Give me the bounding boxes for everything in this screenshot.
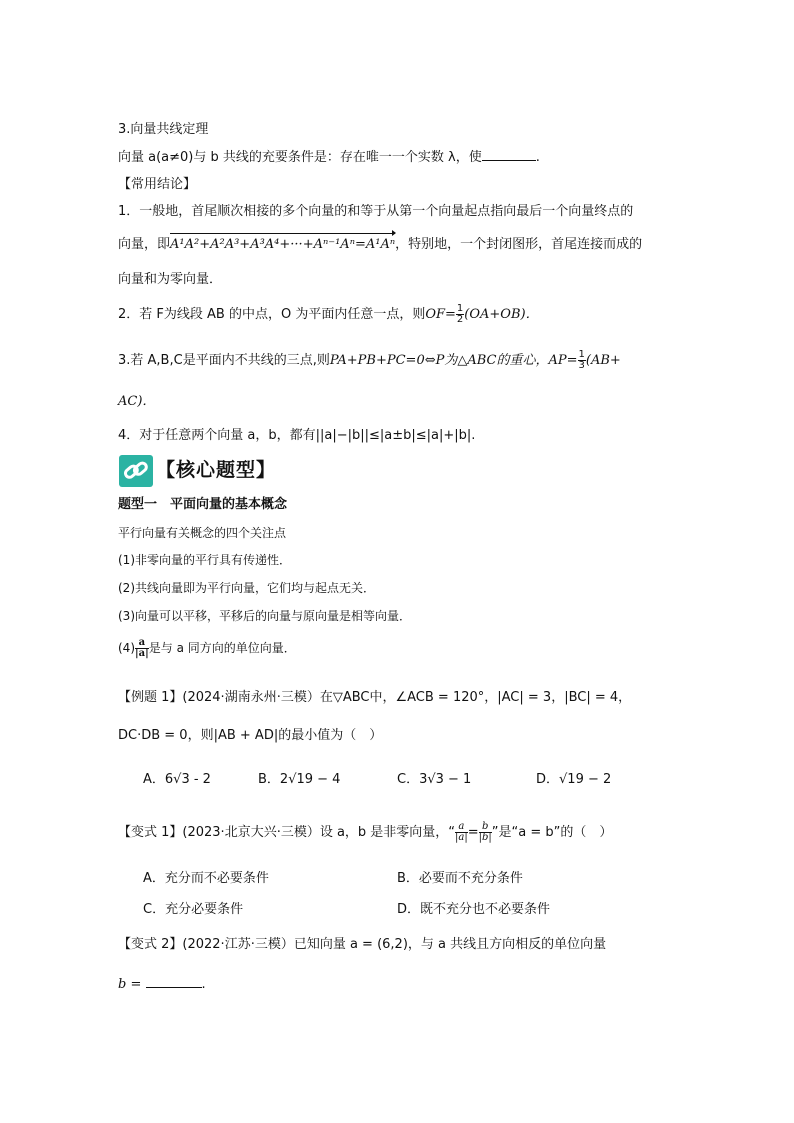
conclusion-3-line-2 [118, 393, 155, 411]
unit-vector-fraction [135, 638, 149, 659]
conclusion-3-formula-a: AP= [548, 353, 578, 368]
fraction-one-third [578, 350, 586, 371]
example-1-option-b[interactable]: B．2√19 − 4 [258, 772, 341, 787]
variant-2-line-2 [118, 975, 206, 994]
conclusion-3-line-1 [118, 350, 621, 371]
conclusion-4: 4．对于任意两个向量 a，b，都有||a|−|b||≤|a±b|≤|a|+|b|. [118, 428, 476, 443]
variant-1-stem [118, 822, 612, 843]
variant-1-option-b[interactable]: B．必要而不充分条件 [397, 871, 523, 886]
variant-2-answer-blank[interactable] [146, 975, 202, 988]
note-2: (2)共线向量即为平行向量，它们均与起点无关． [118, 581, 375, 595]
frac-den: 3 [578, 360, 585, 371]
variant-1-fraction-a [455, 822, 468, 843]
frac-den: |a| [455, 832, 468, 843]
conclusion-1-text-a: 向量，即 [118, 237, 171, 252]
conclusion-1-line-3: 向量和为零向量． [118, 272, 223, 287]
frac-num: a [455, 822, 468, 833]
variant-1-equals: = [467, 825, 479, 840]
note-1: (1)非零向量的平行具有传递性． [118, 553, 291, 567]
variant-1-text-b: ”是“a = b”的（ ） [491, 825, 613, 840]
common-conclusions-title: 【常用结论】 [118, 177, 197, 192]
example-1-line-2: DC·DB = 0，则|AB + AD|的最小值为（ ） [118, 728, 383, 743]
variant-2-answer-label: b = [118, 977, 142, 992]
section3-statement [118, 148, 540, 167]
parallel-vector-notes-title: 平行向量有关概念的四个关注点 [118, 526, 287, 540]
note-4-text: 是与 a 同方向的单位向量． [148, 641, 296, 655]
frac-num: a [135, 638, 149, 649]
frac-den: |a| [135, 648, 149, 659]
variant-2-end: . [201, 977, 206, 992]
frac-den: |b| [478, 832, 492, 843]
conclusion-1-line-1: 1．一般地，首尾顺次相接的多个向量的和等于从第一个向量起点指向最后一个向量终点的 [118, 204, 634, 219]
link-icon [119, 455, 153, 487]
variant-1-text-a: 【变式 1】(2023·北京大兴·三模）设 a，b 是非零向量，“ [118, 825, 456, 840]
vector-sum-formula: A¹A²+A²A³+A³A⁴+···+Aⁿ⁻¹Aⁿ=A¹Aⁿ [170, 237, 396, 252]
variant-2-line-1: 【变式 2】(2022·江苏·三模）已知向量 a = (6,2)，与 a 共线且方向相反的单位向量 [118, 937, 607, 952]
example-1-option-a[interactable]: A．6√3 - 2 [143, 772, 211, 787]
frac-num: 1 [578, 349, 585, 360]
variant-1-fraction-b [479, 822, 492, 843]
core-question-types-heading: 【核心题型】 [156, 459, 277, 481]
example-1-option-d[interactable]: D．√19 − 2 [536, 772, 612, 787]
conclusion-2-formula-b: (OA+OB)． [464, 307, 539, 322]
note-4-prefix: (4) [118, 641, 135, 655]
variant-1-option-d[interactable]: D．既不充分也不必要条件 [397, 902, 551, 917]
example-1-line-1: 【例题 1】(2024·湖南永州·三模）在▽ABC中，∠ACB = 120°，|AC| = 3，|BC| = 4， [118, 690, 632, 705]
note-4 [118, 638, 296, 659]
note-3: (3)向量可以平移，平移后的向量与原向量是相等向量． [118, 609, 412, 623]
frac-num: b [479, 822, 492, 833]
conclusion-3-formula-c: AC)． [118, 394, 156, 409]
example-1-option-c[interactable]: C．3√3 − 1 [397, 772, 472, 787]
conclusion-2 [118, 304, 539, 325]
variant-1-option-a[interactable]: A．充分而不必要条件 [143, 871, 269, 886]
conclusion-3-text: 3.若 A,B,C是平面内不共线的三点,则 [118, 353, 330, 368]
frac-den: 2 [456, 314, 464, 325]
question-type-1-title: 题型一 平面向量的基本概念 [118, 497, 288, 512]
conclusion-2-formula-a: OF= [425, 307, 456, 322]
section3-title: 3.向量共线定理 [118, 122, 209, 137]
conclusion-3-formula-b: (AB+ [585, 353, 621, 368]
centroid-condition: PA+PB+PC=0⇔P为△ABC的重心， [329, 353, 549, 368]
variant-1-option-c[interactable]: C．充分必要条件 [143, 902, 244, 917]
conclusion-2-text: 2．若 F为线段 AB 的中点，O 为平面内任意一点，则 [118, 307, 426, 322]
answer-blank[interactable] [482, 148, 536, 161]
section3-end: . [535, 150, 540, 165]
section3-text: 向量 a(a≠0)与 b 共线的充要条件是：存在唯一一个实数 λ，使 [118, 150, 482, 165]
conclusion-1-text-b: ，特别地，一个封闭图形，首尾连接而成的 [395, 237, 643, 252]
frac-num: 1 [456, 303, 464, 314]
conclusion-1-line-2 [118, 236, 642, 254]
